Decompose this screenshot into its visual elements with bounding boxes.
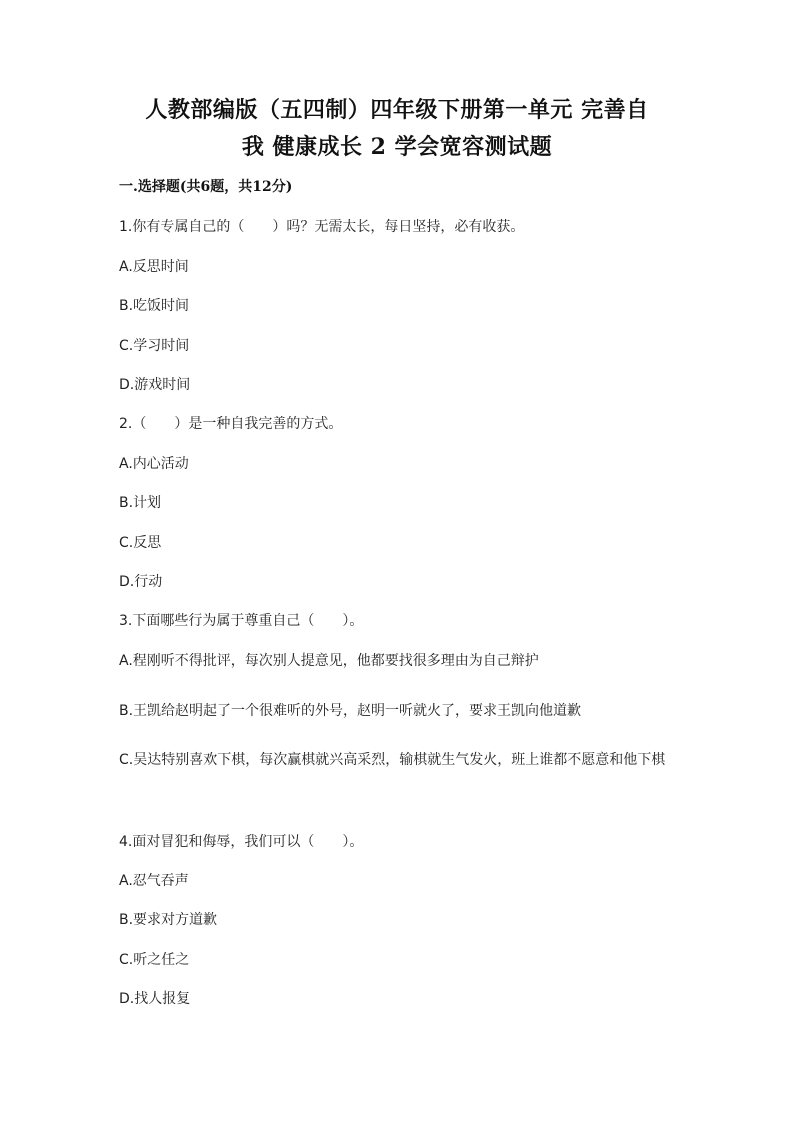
question-4-option-c: C.听之任之	[119, 952, 190, 968]
question-1-option-c: C.学习时间	[119, 338, 190, 354]
question-4-option-d: D.找人报复	[119, 991, 191, 1007]
question-1-option-d: D.游戏时间	[119, 377, 191, 393]
question-2-option-d: D.行动	[119, 574, 163, 590]
question-2-stem: 2.（ ）是一种自我完善的方式。	[119, 416, 343, 432]
question-1-stem: 1.你有专属自己的（ ）吗？无需太长，每日坚持，必有收获。	[119, 219, 525, 235]
question-4-option-a: A.忍气吞声	[119, 873, 189, 889]
question-1-option-b: B.吃饭时间	[119, 298, 190, 314]
question-1-option-a: A.反思时间	[119, 259, 189, 275]
question-2-option-a: A.内心活动	[119, 456, 189, 472]
question-3-option-c: C.吴达特别喜欢下棋，每次赢棋就兴高采烈，输棋就生气发火，班上谁都不愿意和他下棋	[119, 752, 666, 768]
question-4-option-b: B.要求对方道歉	[119, 912, 218, 928]
question-3-option-a: A.程刚听不得批评，每次别人提意见，他都要找很多理由为自己辩护	[119, 653, 539, 669]
question-2-option-c: C.反思	[119, 535, 162, 551]
title-line-2: 我 健康成长 2 学会宽容测试题	[241, 134, 553, 160]
section-heading: 一.选择题(共6题，共12分)	[119, 179, 293, 195]
document-title	[96, 92, 698, 166]
question-4-stem: 4.面对冒犯和侮辱，我们可以（ ）。	[119, 834, 364, 850]
question-2-option-b: B.计划	[119, 495, 162, 511]
question-3-option-b: B.王凯给赵明起了一个很难听的外号，赵明一听就火了，要求王凯向他道歉	[119, 703, 582, 719]
question-3-stem: 3.下面哪些行为属于尊重自己（ ）。	[119, 613, 364, 629]
title-line-1: 人教部编版（五四制）四年级下册第一单元 完善自	[145, 97, 649, 123]
